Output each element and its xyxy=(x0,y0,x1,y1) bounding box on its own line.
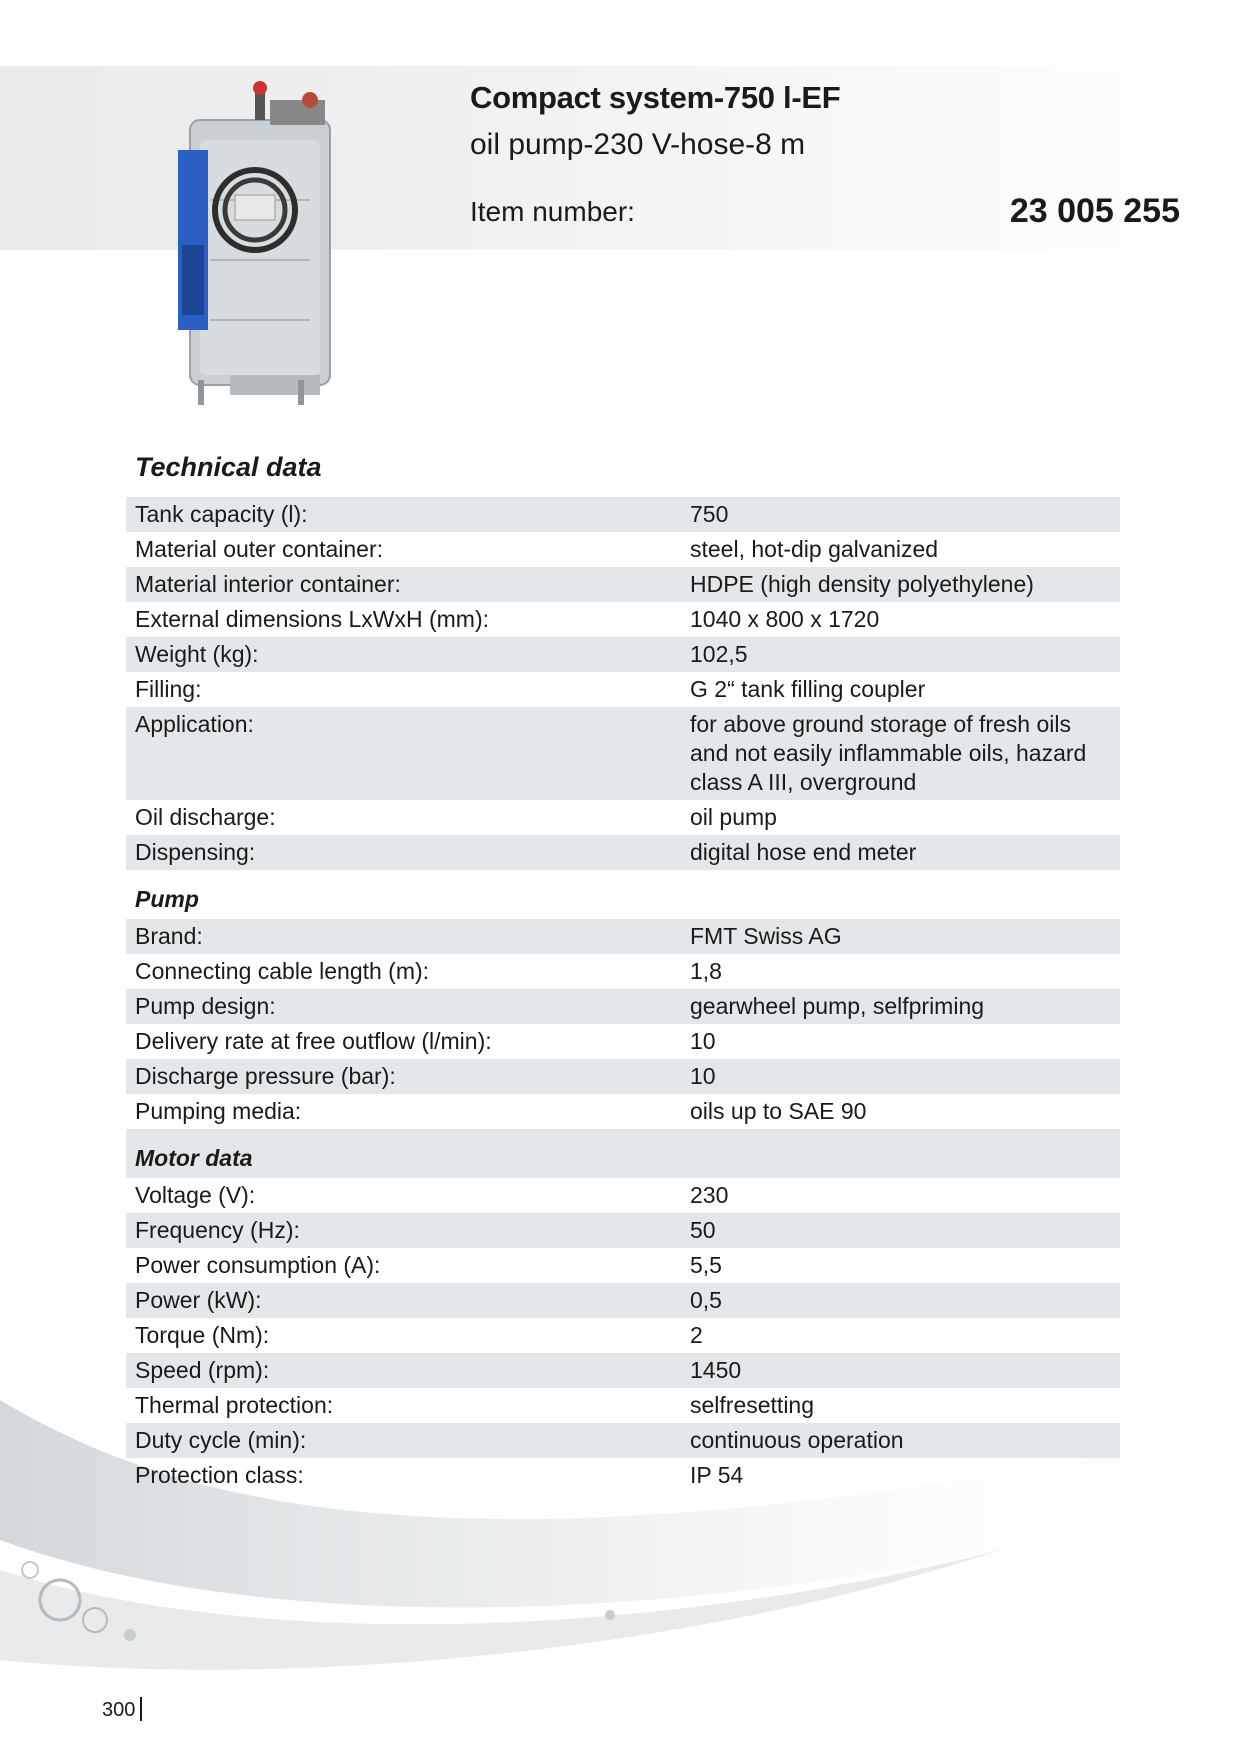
product-subtitle: oil pump-230 V-hose-8 m xyxy=(470,128,806,161)
row-value: 5,5 xyxy=(690,1252,722,1278)
row-value: IP 54 xyxy=(690,1462,744,1488)
table-row xyxy=(126,1248,1120,1283)
row-label: Protection class: xyxy=(135,1462,304,1488)
table-row xyxy=(126,954,1120,989)
row-value: 230 xyxy=(690,1182,729,1208)
table-row xyxy=(126,1353,1120,1388)
table-row xyxy=(126,1213,1120,1248)
section-title: Technical data xyxy=(135,452,322,482)
row-label: External dimensions LxWxH (mm): xyxy=(135,606,490,632)
row-value: 102,5 xyxy=(690,641,748,667)
table-row xyxy=(126,1178,1120,1213)
row-value: 1450 xyxy=(690,1357,742,1383)
row-label: Voltage (V): xyxy=(135,1182,256,1208)
row-value: 2 xyxy=(690,1322,703,1348)
row-label: Weight (kg): xyxy=(135,641,259,667)
row-label: Power consumption (A): xyxy=(135,1252,381,1278)
table-row xyxy=(126,835,1120,870)
table-row xyxy=(126,567,1120,602)
table-row xyxy=(126,800,1120,835)
row-label: Oil discharge: xyxy=(135,804,276,830)
row-label: Material interior container: xyxy=(135,571,401,597)
motor-heading: Motor data xyxy=(126,1129,1120,1178)
row-label: Thermal protection: xyxy=(135,1392,334,1418)
technical-data-table xyxy=(126,497,1120,1493)
row-value: HDPE (high density polyethylene) xyxy=(690,571,1034,597)
page-number: 300 xyxy=(102,1699,136,1721)
table-row xyxy=(126,1423,1120,1458)
row-label: Pumping media: xyxy=(135,1098,302,1124)
page-number-divider xyxy=(140,1697,142,1721)
table-row xyxy=(126,532,1120,567)
row-value: continuous operation xyxy=(690,1427,904,1453)
row-value: digital hose end meter xyxy=(690,839,917,865)
row-label: Filling: xyxy=(135,676,202,702)
row-value: gearwheel pump, selfpriming xyxy=(690,993,985,1019)
row-value: 1,8 xyxy=(690,958,722,984)
row-value: for above ground storage of fresh oils and not easily inflammable oils, hazard class A III, overground xyxy=(690,711,1087,795)
row-value: selfresetting xyxy=(690,1392,815,1418)
table-row xyxy=(126,919,1120,954)
row-value: 50 xyxy=(690,1217,716,1243)
row-value: G 2“ tank filling coupler xyxy=(690,676,926,702)
table-row xyxy=(126,672,1120,707)
pump-heading: Pump xyxy=(135,886,199,912)
table-row xyxy=(126,1283,1120,1318)
row-label: Application: xyxy=(135,711,254,737)
product-image xyxy=(170,80,380,405)
table-row xyxy=(126,602,1120,637)
table-row xyxy=(126,1388,1120,1423)
row-value: 1040 x 800 x 1720 xyxy=(690,606,880,632)
table-row xyxy=(126,707,1120,800)
row-label: Torque (Nm): xyxy=(135,1322,270,1348)
table-row xyxy=(126,989,1120,1024)
row-value: 750 xyxy=(690,501,729,527)
table-row xyxy=(126,1318,1120,1353)
item-number-label: Item number: xyxy=(470,196,635,227)
row-label: Speed (rpm): xyxy=(135,1357,270,1383)
item-number: 23 005 255 xyxy=(1009,192,1180,230)
row-label: Pump design: xyxy=(135,993,276,1019)
row-label: Tank capacity (l): xyxy=(135,501,308,527)
row-label: Connecting cable length (m): xyxy=(135,958,430,984)
row-value: oil pump xyxy=(690,804,777,830)
row-value: 10 xyxy=(690,1063,716,1089)
row-label: Dispensing: xyxy=(135,839,256,865)
row-value: 0,5 xyxy=(690,1287,722,1313)
row-label: Power (kW): xyxy=(135,1287,262,1313)
table-row xyxy=(126,1024,1120,1059)
row-label: Frequency (Hz): xyxy=(135,1217,300,1243)
table-row xyxy=(126,637,1120,672)
table-row xyxy=(126,497,1120,532)
table-row xyxy=(126,1094,1120,1129)
product-title: Compact system-750 l-EF xyxy=(470,80,841,115)
row-value: oils up to SAE 90 xyxy=(690,1098,867,1124)
table-row xyxy=(126,1458,1120,1493)
table-row xyxy=(126,1059,1120,1094)
row-label: Material outer container: xyxy=(135,536,384,562)
row-value: 10 xyxy=(690,1028,716,1054)
row-label: Brand: xyxy=(135,923,203,949)
row-label: Duty cycle (min): xyxy=(135,1427,307,1453)
row-value: steel, hot-dip galvanized xyxy=(690,536,939,562)
row-label: Discharge pressure (bar): xyxy=(135,1063,396,1089)
row-value: FMT Swiss AG xyxy=(690,923,842,949)
row-label: Delivery rate at free outflow (l/min): xyxy=(135,1028,492,1054)
